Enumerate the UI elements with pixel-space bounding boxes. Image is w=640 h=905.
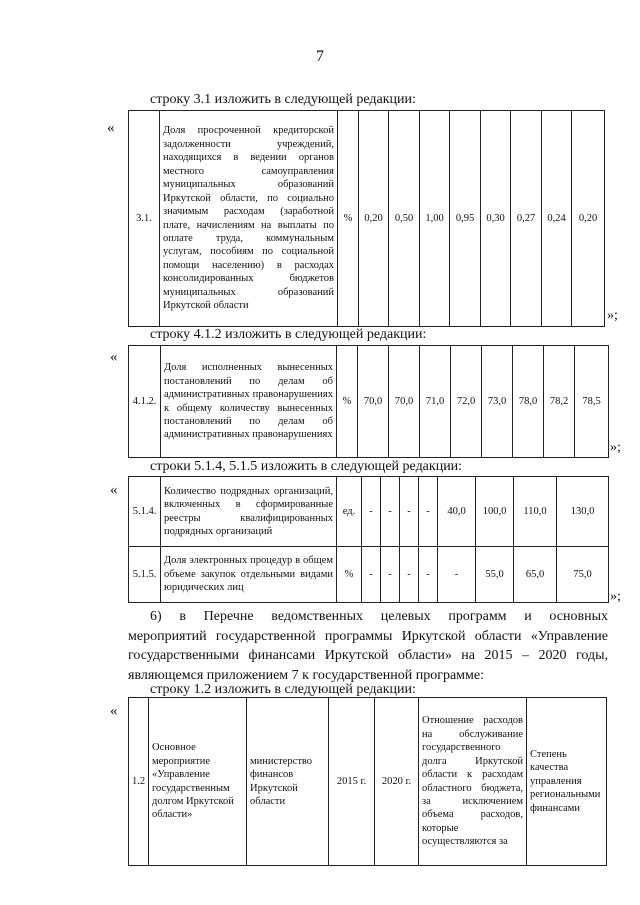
indicator-description: Доля исполненных вынесенных постановлений по делам об административных правонарушениях к общему количеству вынесенных постановлений по делам об административных правонарушениях <box>161 346 337 458</box>
value-cell: - <box>419 547 438 603</box>
value-cell: 0,24 <box>542 111 572 327</box>
value-cell: - <box>381 547 400 603</box>
row-number: 1.2 <box>129 698 149 866</box>
value-cell: - <box>381 477 400 547</box>
unit-cell: ед. <box>337 477 362 547</box>
value-cell: 70,0 <box>389 346 420 458</box>
value-cell: 73,0 <box>482 346 513 458</box>
row-number: 3.1. <box>129 111 160 327</box>
closing-quote: »; <box>607 308 618 323</box>
value-cell: 0,20 <box>572 111 605 327</box>
body-paragraph <box>128 607 608 685</box>
page-number: 7 <box>316 48 324 65</box>
opening-quote: « <box>110 703 118 719</box>
unit-cell: % <box>337 346 358 458</box>
table-row-1-2 <box>128 697 607 866</box>
indicator-description: Отношение расходов на обслуживание государственного долга Иркутской области к расходам областного бюджета, за исключением объема расходов, которые осуществляются за <box>419 698 527 866</box>
row-number: 4.1.2. <box>129 346 161 458</box>
section-intro-4-1-2: строку 4.1.2 изложить в следующей редакции: <box>150 327 427 342</box>
value-cell: - <box>362 547 381 603</box>
value-cell: - <box>419 477 438 547</box>
closing-quote: »; <box>610 589 621 604</box>
table-rows-5-1-4-5-1-5 <box>128 476 609 603</box>
opening-quote: « <box>107 120 115 136</box>
paragraph-line: мероприятий государственной программы Иркутской области «Управление <box>128 628 608 644</box>
value-cell: 0,20 <box>359 111 389 327</box>
value-cell: 0,30 <box>481 111 511 327</box>
section-intro-5-1-4: строки 5.1.4, 5.1.5 изложить в следующей редакции: <box>150 459 463 474</box>
end-year: 2020 г. <box>375 698 419 866</box>
value-cell: 40,0 <box>438 477 476 547</box>
value-cell: 0,27 <box>511 111 542 327</box>
value-cell: 0,95 <box>450 111 481 327</box>
indicator-description: Количество подрядных организаций, включенных в сформированные реестры квалифицированных подрядных организаций <box>161 477 337 547</box>
value-cell: 72,0 <box>451 346 482 458</box>
table-row-4-1-2 <box>128 345 609 458</box>
executor: министерство финансов Иркутской области <box>247 698 329 866</box>
table-row <box>129 477 609 547</box>
value-cell: 110,0 <box>514 477 557 547</box>
value-cell: 78,2 <box>544 346 575 458</box>
paragraph-line: 6) в Перечне ведомственных целевых программ и основных <box>150 609 608 624</box>
section-intro-3-1: строку 3.1 изложить в следующей редакции: <box>150 92 416 107</box>
value-cell: 0,50 <box>389 111 420 327</box>
value-cell: 78,0 <box>513 346 544 458</box>
activity-name: Основное мероприятие «Управление государственным долгом Иркутской области» <box>149 698 247 866</box>
value-cell: - <box>362 477 381 547</box>
table-row-3-1 <box>128 110 605 327</box>
value-cell: 130,0 <box>557 477 609 547</box>
value-cell: - <box>438 547 476 603</box>
value-cell: 78,5 <box>575 346 609 458</box>
indicator-description: Доля просроченной кредиторской задолженности учреждений, находящихся в ведении органов местного самоуправления муниципальных образований Иркутской области, по социально значимым расходам (заработной плате, начислениям на выплаты по оплате труда, коммунальным услугам, пособиям по социальной помощи населению) в расходах консолидированных бюджетов муниципальных образований Иркутской области <box>160 111 338 327</box>
value-cell: - <box>400 547 419 603</box>
value-cell: 70,0 <box>358 346 389 458</box>
value-cell: - <box>400 477 419 547</box>
section-intro-1-2: строку 1.2 изложить в следующей редакции: <box>150 682 416 697</box>
table-row <box>129 547 609 603</box>
value-cell: 65,0 <box>514 547 557 603</box>
value-cell: 75,0 <box>557 547 609 603</box>
row-number: 5.1.5. <box>129 547 161 603</box>
row-number: 5.1.4. <box>129 477 161 547</box>
start-year: 2015 г. <box>329 698 375 866</box>
paragraph-line: являющемся приложением 7 к государственной программе: <box>128 667 484 683</box>
unit-cell: % <box>338 111 359 327</box>
unit-cell: % <box>337 547 362 603</box>
opening-quote: « <box>110 482 118 498</box>
expected-result: Степень качества управления региональными финансами <box>527 698 607 866</box>
closing-quote: »; <box>610 440 621 455</box>
indicator-description: Доля электронных процедур в общем объеме закупок отдельными видами юридических лиц <box>161 547 337 603</box>
opening-quote: « <box>110 349 118 365</box>
value-cell: 1,00 <box>420 111 450 327</box>
value-cell: 100,0 <box>476 477 514 547</box>
value-cell: 55,0 <box>476 547 514 603</box>
value-cell: 71,0 <box>420 346 451 458</box>
paragraph-line: государственными финансами Иркутской области» на 2015 – 2020 годы, <box>128 648 608 663</box>
